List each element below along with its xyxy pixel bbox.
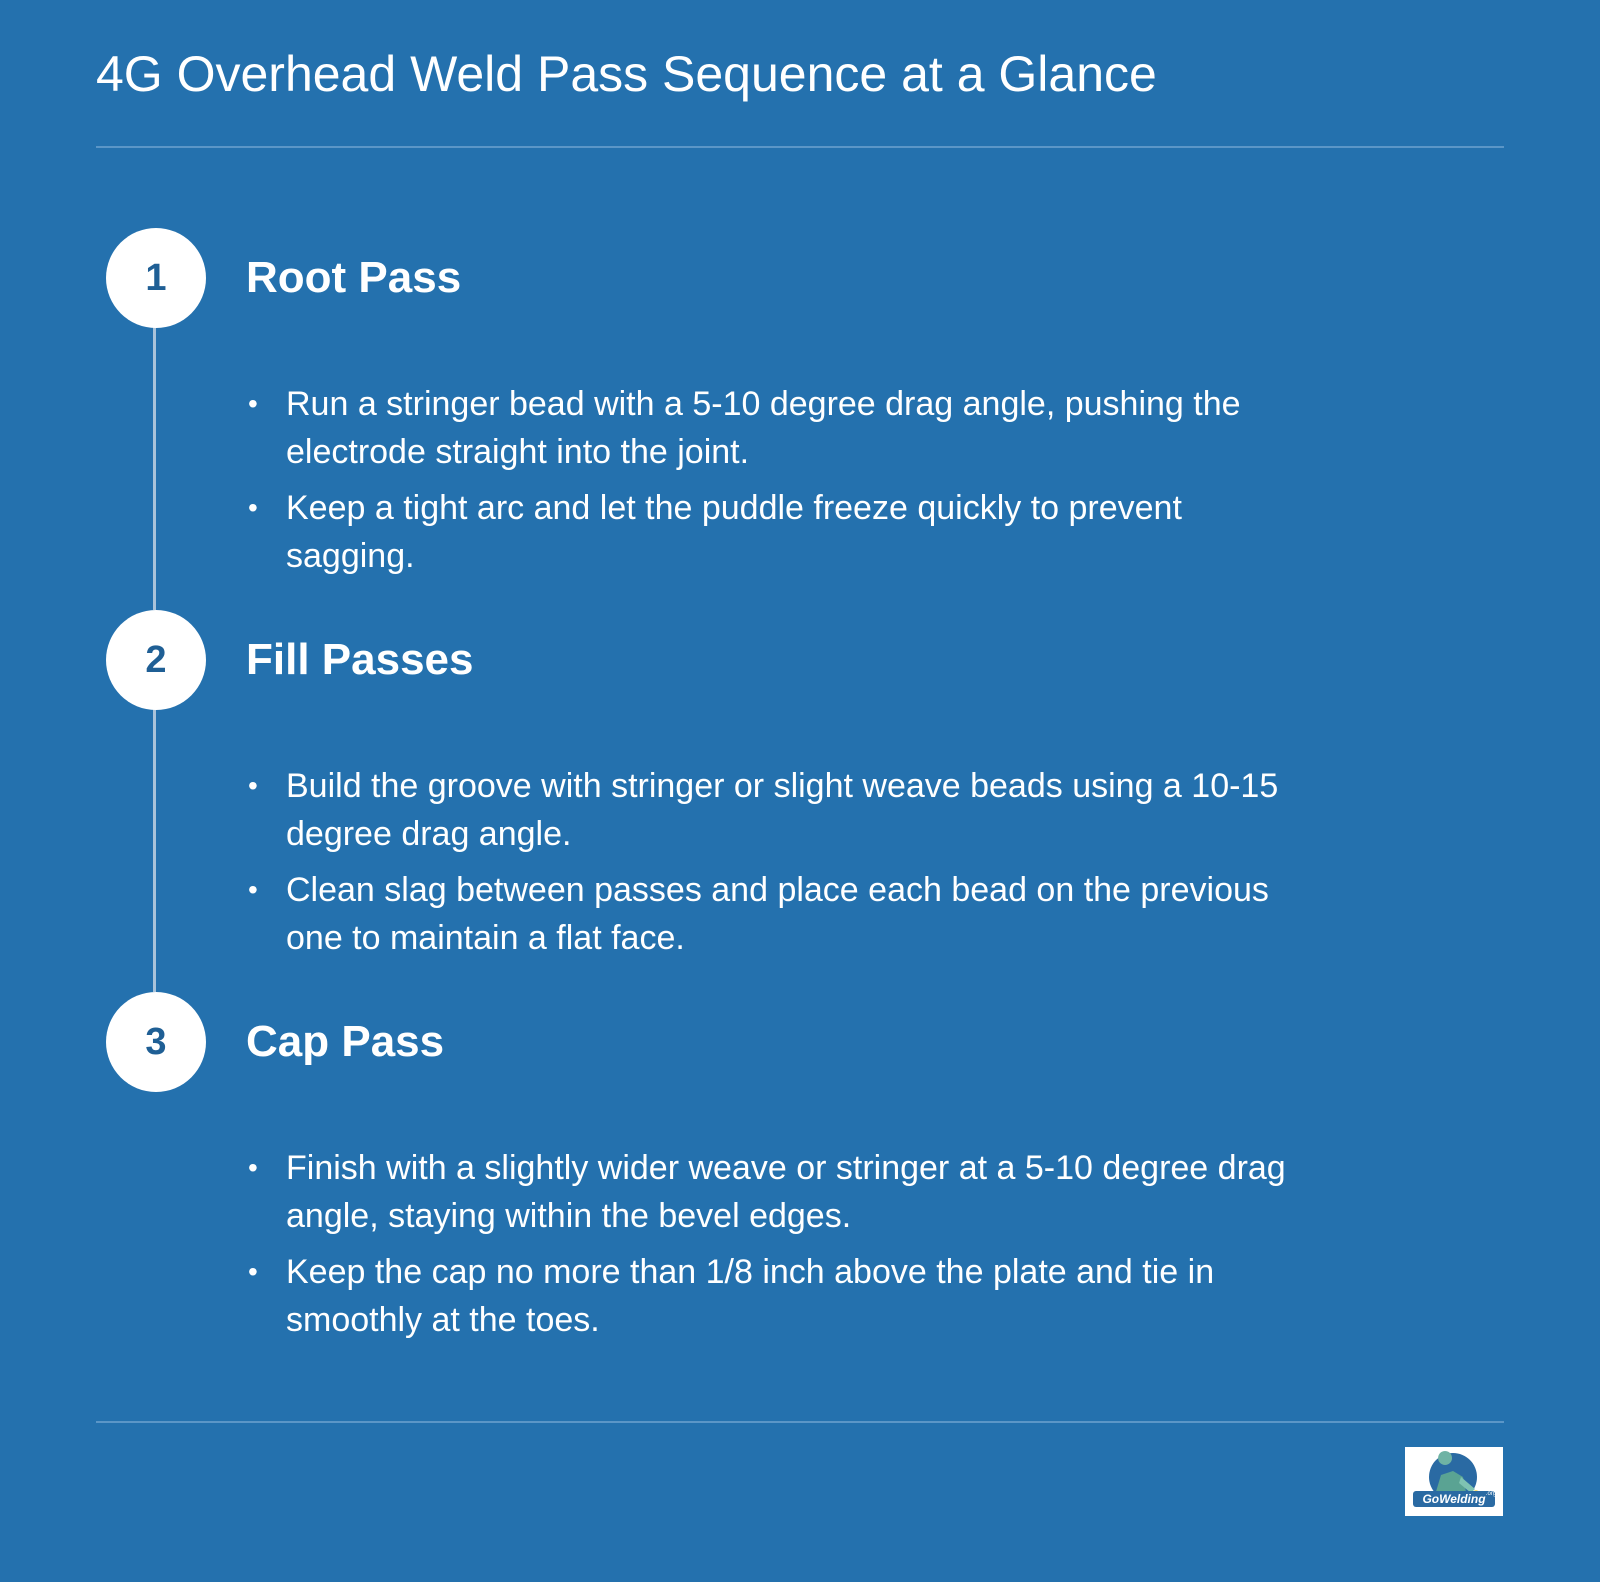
brand-logo xyxy=(1405,1447,1503,1516)
list-item xyxy=(246,762,1286,858)
step-number-badge: 3 xyxy=(106,992,206,1092)
step-number-badge: 2 xyxy=(106,610,206,710)
bullet-icon: • xyxy=(248,1152,258,1183)
step-heading: Cap Pass xyxy=(246,1017,445,1066)
step-bullet-list xyxy=(246,380,1286,588)
logo-suffix: .org xyxy=(1485,1491,1497,1497)
bullet-icon: • xyxy=(248,492,258,523)
timeline-connector xyxy=(153,708,156,992)
list-item xyxy=(246,484,1286,580)
step-number-badge: 1 xyxy=(106,228,206,328)
bullet-text: Build the groove with stringer or slight weave beads using a 10-15 degree drag angle. xyxy=(286,767,1279,853)
bullet-icon: • xyxy=(248,388,258,419)
bullet-icon: • xyxy=(248,1256,258,1287)
bullet-icon: • xyxy=(248,770,258,801)
bullet-text: Finish with a slightly wider weave or stringer at a 5-10 degree drag angle, staying within the bevel edges. xyxy=(286,1149,1286,1235)
list-item xyxy=(246,1144,1286,1240)
bullet-text: Keep a tight arc and let the puddle freeze quickly to prevent sagging. xyxy=(286,489,1182,575)
bullet-text: Run a stringer bead with a 5-10 degree drag angle, pushing the electrode straight into the joint. xyxy=(286,385,1241,471)
timeline-connector xyxy=(153,326,156,610)
step-heading: Fill Passes xyxy=(246,635,474,684)
step-heading: Root Pass xyxy=(246,253,462,302)
top-divider xyxy=(96,146,1504,148)
list-item xyxy=(246,1248,1286,1344)
list-item xyxy=(246,866,1286,962)
bullet-text: Clean slag between passes and place each bead on the previous one to maintain a flat face. xyxy=(286,871,1269,957)
page-title: 4G Overhead Weld Pass Sequence at a Glance xyxy=(96,46,1157,102)
welder-logo-icon xyxy=(1405,1447,1503,1516)
list-item xyxy=(246,380,1286,476)
bullet-icon: • xyxy=(248,874,258,905)
step-bullet-list xyxy=(246,762,1286,970)
bullet-text: Keep the cap no more than 1/8 inch above the plate and tie in smoothly at the toes. xyxy=(286,1253,1215,1339)
step-bullet-list xyxy=(246,1144,1286,1352)
logo-wordmark: GoWelding xyxy=(1422,1492,1486,1506)
bottom-divider xyxy=(96,1421,1504,1423)
